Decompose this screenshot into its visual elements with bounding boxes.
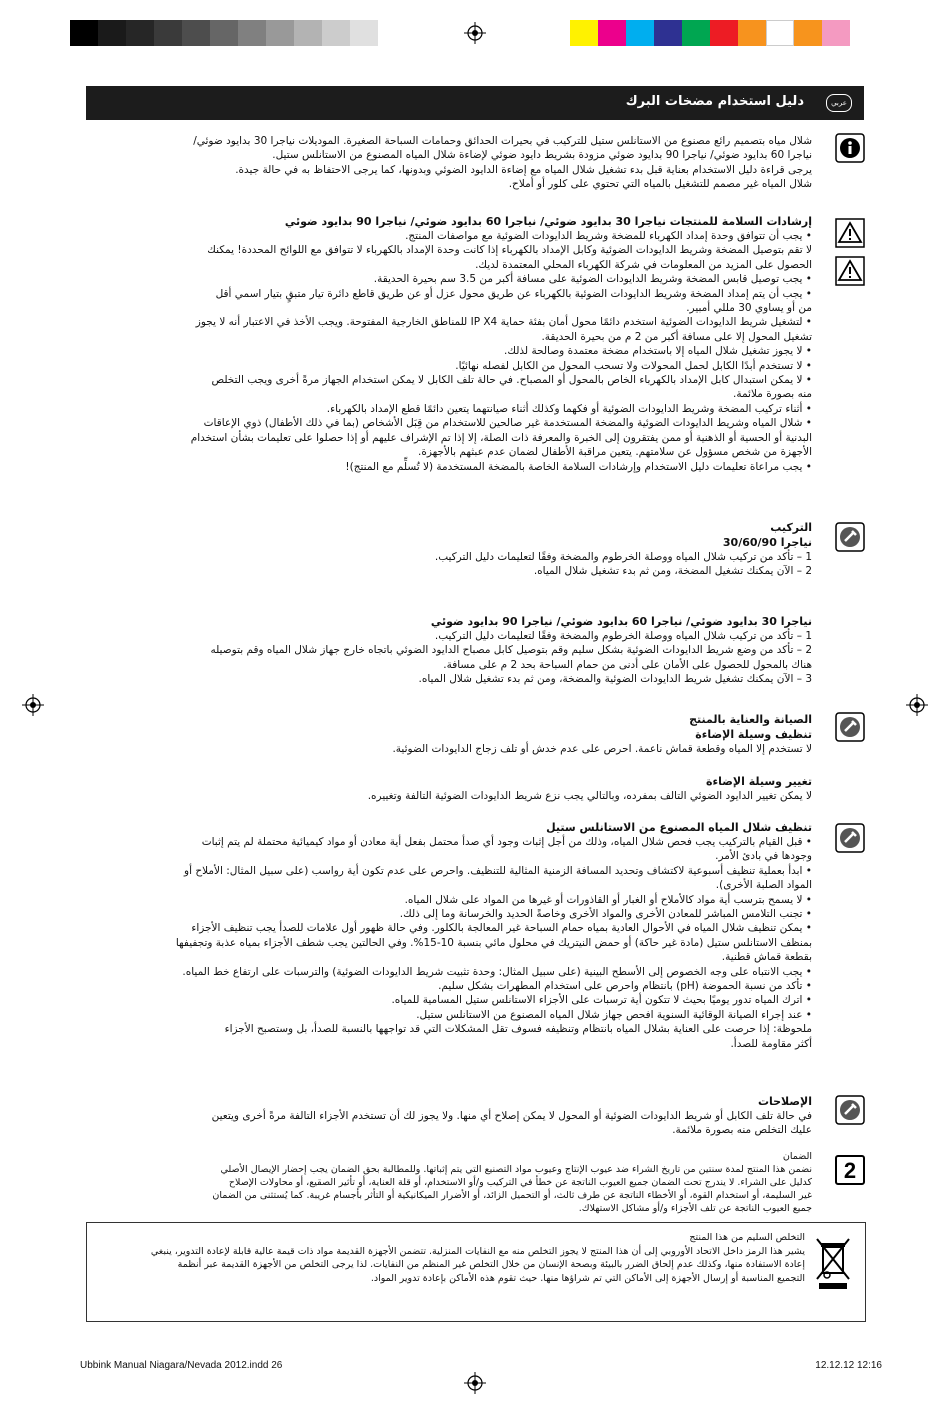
installation-step: 1 – تأكد من تركيب شلال المياه ووصلة الخرطوم والمضخة وفقًا لتعليمات دليل التركيب.: [434, 551, 812, 563]
replace-light-section: [92, 774, 812, 803]
cleaning-line: • عند إجراء الصيانة الوقائية السنوية افحص جهاز شلال المياه المصنوع من الاستانلس ستيل.: [416, 1008, 812, 1021]
cleaning-line: ملحوظة: إذا حرصت على العناية بشلال المياه بانتظام وتنظيفه فسوف تقل المشكلات التي قد تواجهها بالنسبة للصدأ، بل وستصبح الأجزاء: [224, 1023, 812, 1036]
intro-line: شلال مياه بتصميم رائع مصنوع من الاستانلس ستيل للتركيب في بحيرات الحدائق وحمامات السباحة الصغيرة. الموديلات نياجرا 30 بدايود ضوئي/: [193, 135, 812, 147]
safety-line: • لتشغيل شريط الدايودات الضوئية استخدم دائمًا محول أمان بفئة حماية IP X4 للمناطق الخارجية المفتوحة. ويجب الأخذ في الاعتبار أنه لا يجوز: [195, 316, 812, 329]
installation-section: [92, 520, 812, 579]
safety-line: الأجهزة من شخص مسؤول عن سلامتهم. يتعين مراقبة الأطفال لضمان عدم عبثهم بالأجهزة.: [418, 446, 812, 459]
cleaning-line: • يمكن تنظيف شلال المياه في الأحوال العادية بمياه حمام السباحة غير المعالجة بالكلور. وفي حالة ظهور أول علامات للصدأ يجب تنظيف الأجزاء: [191, 922, 812, 935]
info-icon: [835, 133, 865, 163]
installation-title: التركيب: [770, 521, 812, 534]
registration-mark-icon: [22, 694, 44, 716]
gray-swatch: [322, 20, 350, 46]
warranty-section: [92, 1150, 812, 1215]
cleaning-line: وجودها في بادئ الأمر.: [715, 850, 812, 863]
color-swatch: [626, 20, 654, 46]
cleaning-section: [92, 820, 812, 1051]
replace-light-title: تغيير وسيلة الإضاءة: [706, 775, 812, 788]
color-swatch: [682, 20, 710, 46]
tool-icon: [835, 823, 865, 853]
safety-line: الحصول على المزيد من المعلومات في شركة الكهرباء المحلي المعتمدة لديك.: [475, 258, 812, 271]
maintenance-title: الصيانة والعناية بالمنتج: [689, 713, 812, 726]
cleaning-line: • تأكد من نسبة الحموضة (pH) بانتظام واحرص على استخدام المطهرات بشكل سليم.: [438, 980, 812, 993]
cleaning-line: المواد الصلبة الأخرى).: [715, 879, 812, 892]
gray-swatch: [126, 20, 154, 46]
safety-line: • يجب توصيل قابس المضخة وشريط الدايودات الضوئية على مسافة أكبر من 3.5 سم بحيرة الحديقة.: [373, 273, 812, 286]
safety-line: • لا يجوز تشغيل شلال المياه إلا باستخدام مضخة معتمدة وصالحة لذلك.: [504, 345, 812, 358]
cleaning-line: • تجنب التلامس المباشر للمعادن الأخرى والمواد الأخرى وخاصةً الحديد والخرسانة وما إلى ذلك.: [399, 908, 812, 921]
repairs-section: [92, 1094, 812, 1138]
safety-line: البدنية أو الحسية أو الذهنية أو ممن يفتقرون إلى الخبرة والمعرفة ذات الصلة، إلا إذا تم الإشراف عليهم أو إذا حصلوا على تعليمات بشأن استخدام: [190, 431, 812, 444]
gray-swatch: [238, 20, 266, 46]
safety-line: • شلال المياه وشريط الدايودات الضوئية والمضخة المستخدمة غير صالحين للاستخدام من قِبَل الأشخاص (بما في ذلك الأطفال) ذوي الإعاقات: [203, 417, 812, 430]
page-title: دليل استخدام مضخات البرك: [625, 94, 804, 109]
color-swatch: [654, 20, 682, 46]
repairs-title: الإصلاحات: [757, 1095, 812, 1108]
gray-swatch: [182, 20, 210, 46]
repairs-text: في حالة تلف الكابل أو شريط الدايودات الضوئية أو المحول لا يمكن إصلاح أي منها. ولا يجوز لك أن تستخدم الأجزاء التالفة مرةً أخرى ويتعين: [211, 1110, 812, 1122]
gray-swatch: [98, 20, 126, 46]
page-header: [86, 86, 864, 120]
repairs-text: عليك التخلص منه بصورة ملائمة.: [672, 1124, 812, 1137]
safety-line: • يجب أن تتوافق وحدة إمداد الكهرباء للمضخة وشريط الدايودات الضوئية مع مواصفات المنتج.: [405, 230, 812, 242]
disposal-text: إعادة الاستفادة منها، وكذلك عدم إلحاق الضرر بالبيئة وبصحة الإنسان من خلال التخلص غير المنظم من النفايات. لذا يرجى التخلص من الأجهزة القديمة عبر أنظمة: [177, 1259, 805, 1270]
disposal-title: التخلص السليم من هذا المنتج: [689, 1232, 805, 1243]
color-swatch: [738, 20, 766, 46]
cleaning-line: • لا يسمح بترسب أية مواد كالأملاح أو الغبار أو القاذورات أو غيرها من المواد على شلال المياه.: [404, 893, 812, 906]
installation-step: 1 – تأكد من تركيب شلال المياه ووصلة الخرطوم والمضخة وفقًا لتعليمات دليل التركيب.: [434, 630, 812, 642]
grayscale-calibration-bar: [70, 20, 378, 46]
language-badge: عربي: [826, 94, 852, 112]
cleaning-line: أكثر مقاومة للصدأ.: [730, 1037, 812, 1050]
registration-mark-icon: [906, 694, 928, 716]
safety-line: • يجب مراعاة تعليمات دليل الاستخدام وإرشادات السلامة الخاصة بالمضخة المستخدمة (لا تُسلِّم مع المنتج)!: [345, 460, 812, 473]
safety-section: [92, 214, 812, 474]
color-swatch: [598, 20, 626, 46]
installation-step: 2 – الآن يمكنك تشغيل المضخة، ومن ثم بدء تشغيل شلال المياه.: [533, 565, 812, 578]
warranty-text: كدليل على الشراء. لا يندرج تحت الضمان جميع العيوب الناتجة عن خطأ في التركيب و/أو الاستخدام، أو قلة العناية، أو تأثير الصقيع، أو محاولات الإصلاح: [228, 1177, 812, 1188]
color-swatch: [766, 20, 794, 46]
safety-line: لا تقم بتوصيل المضخة وشريط الدايودات الضوئية وكابل الإمداد بالكهرباء إذا كانت وحدة الإمداد بالكهرباء لا تتوافق مع اللوائح المحددة! يمكنك: [207, 244, 812, 257]
gray-swatch: [70, 20, 98, 46]
cleaning-line: • اترك المياه تدور يوميًا بحيث لا تتكون أية ترسبات على الأجزاء الاستانلس ستيل المسامية للمياه.: [391, 994, 812, 1007]
registration-mark-icon: [464, 1372, 486, 1394]
safety-line: تشغيل المحول إلا على مسافة أكبر من 2 م من بحيرة الحديقة.: [541, 330, 812, 343]
disposal-text: يشير هذا الرمز داخل الاتحاد الأوروبي إلى أن هذا المنتج لا يجوز التخلص منه مع النفايات المنزلية. تتضمن الأجهزة القديمة مواد ذات قيمة عالية قابلة لإعادة التدوير، ينبغي: [150, 1245, 805, 1257]
installation-subtitle: نياجرا 30/60/90: [722, 536, 812, 549]
gray-swatch: [350, 20, 378, 46]
installation-led-title: نياجرا 30 بدايود ضوئي/ نياجرا 60 بدايود ضوئي/ نياجرا 90 بدايود ضوئي: [430, 615, 812, 628]
warranty-text: جميع العيوب الناتجة عن تلف الأجزاء و/أو مشاكل الاستهلاك.: [578, 1203, 812, 1214]
installation-step: هناك بالمحول للحصول على الأمان على أدنى من حمام السباحة بحد 2 م على مسافة.: [443, 658, 812, 671]
color-swatch: [822, 20, 850, 46]
safety-line: • أثناء تركيب المضخة وشريط الدايودات الضوئية أو فكهما وكذلك أثناء صيانتهما يتعين دائمًا قطع الإمداد بالكهرباء.: [326, 402, 812, 415]
warranty-title: الضمان: [782, 1151, 812, 1162]
cleaning-line: • يجب الانتباه على وجه الخصوص إلى الأسطح البينية (على سبيل المثال: وحدة تثبيت شريط الدايودات الضوئية) والترسبات على ارتفاع خط المياه.: [182, 965, 812, 978]
intro-line: نياجرا 60 بدايود ضوئي/ نياجرا 90 بدايود ضوئي مزودة بشريط دايود ضوئي لإضاءة شلال المياه المصنوع من الاستانلس ستيل.: [272, 149, 812, 162]
cleaning-line: بمنظف الاستانلس ستيل (مادة غير حاكة) أو حمض النيتريك في محلول مائي بنسبة 10-15%. وفي الحالتين يجب شطف الأجزاء بمياه عذبة وتجفيفها: [175, 936, 812, 949]
maintenance-subtitle: تنظيف وسيلة الإضاءة: [695, 728, 812, 741]
intro-line: شلال المياه غير مصمم للتشغيل بالمياه التي تحتوي على كلور أو أملاح.: [508, 178, 812, 191]
safety-line: • لا تستخدم أبدًا الكابل لحمل المحولات ولا تسحب المحول من الكابل لفصله نهائيًا.: [455, 359, 812, 372]
cleaning-line: بقطعة قماش قطنية.: [721, 951, 812, 964]
warranty-text: نضمن هذا المنتج لمدة سنتين من تاريخ الشراء ضد عيوب الإنتاج وعيوب مواد التصنيع التي يتم إثباتها. وللمطالبة بحق الضمان يجب إحضار الإيصال الأصلي: [220, 1164, 812, 1175]
replace-light-text: لا يمكن تغيير الدايود الضوئي التالف بمفرده، وبالتالي يجب نزع شريط الدايودات الضوئية التالفة وتغييره.: [367, 790, 812, 802]
color-swatch: [794, 20, 822, 46]
footer-file-name: Ubbink Manual Niagara/Nevada 2012.indd 26: [80, 1360, 283, 1371]
installation-step: 3 – الآن يمكنك تشغيل شريط الدايودات الضوئية والمضخة، ومن ثم بدء تشغيل شلال المياه.: [418, 673, 812, 686]
number-2-icon: [835, 1155, 865, 1185]
cleaning-line: • قبل القيام بالتركيب يجب فحص شلال المياه، وذلك من أجل إثبات وجود أي صدأ محتمل بفعل أية معادن أو مواد كيميائية محتملة لم يتم إثبات: [201, 836, 812, 848]
intro-section: [92, 134, 812, 192]
safety-line: من أو يساوي 30 مللي أمبير.: [686, 302, 812, 315]
safety-line: منه بصورة ملائمة.: [733, 388, 812, 401]
warranty-text: غير السليمة، أو استخدام القوة، أو الأخطاء الناتجة عن طرف ثالث، أو التحميل الزائد، أو الأضرار الميكانيكية أو التأثر بأجسام غريبة. كما يُستثنى من الضمان: [212, 1190, 812, 1201]
disposal-box: [86, 1222, 866, 1322]
intro-line: يرجى قراءة دليل الاستخدام بعناية قبل بدء تشغيل شلال المياه مع إضاءة الدايود الضوئي وبدونها، كما يرجى الاحتفاظ به في حالة جيدة.: [235, 163, 812, 176]
gray-swatch: [154, 20, 182, 46]
safety-line: • يجب أن يتم إمداد المضخة وشريط الدايودات الضوئية بالكهرباء عن طريق محول عزل أو عن طريق قاطع دائرة تيار متبقٍ بتيار اسمي أقل: [215, 287, 812, 300]
warning-icon: [835, 256, 865, 286]
safety-line: • لا يمكن استبدال كابل الإمداد بالكهرباء الخاص بالمحول أو المصباح. في حالة تلف الكابل لا يمكن استخدام الجهاز مرةً أخرى ويجب التخلص: [211, 374, 812, 387]
maintenance-section: [92, 712, 812, 756]
installation-step: 2 – تأكد من وضع شريط الدايودات الضوئية بشكل سليم وقم بتوصيل كابل مصباح الدايود الضوئي باتجاه خارج جهاز شلال المياه وقم بتوصيله: [210, 644, 812, 657]
footer-timestamp: 12.12.12 12:16: [815, 1360, 882, 1371]
tool-icon: [835, 522, 865, 552]
color-calibration-bar: [570, 20, 850, 46]
safety-title: إرشادات السلامة للمنتجات نياجرا 30 بدايود ضوئي/ نياجرا 60 بدايود ضوئي/ نياجرا 90 بدايود ضوئي: [284, 215, 812, 228]
cleaning-line: • ابدأ بعملية تنظيف أسبوعية لاكتشاف وتحديد المسافة الزمنية المثالية للتنظيف. واحرص على عدم تكون أية رواسب (على سبيل المثال: الأملاح أو: [184, 864, 812, 877]
gray-swatch: [210, 20, 238, 46]
disposal-text: التجميع المناسبة أو إرسال الأجهزة إلى الأماكن التي تم شراؤها منها. حيث تقوم هذه الأماكن بإعادة تدوير المواد.: [370, 1272, 805, 1284]
color-swatch: [570, 20, 598, 46]
crossed-bin-icon: [813, 1233, 853, 1293]
gray-swatch: [294, 20, 322, 46]
registration-mark-icon: [464, 22, 486, 44]
tool-icon: [835, 1095, 865, 1125]
cleaning-title: تنظيف شلال المياه المصنوع من الاستانلس ستيل: [546, 821, 812, 834]
svg-text:2: 2: [843, 1158, 857, 1183]
tool-icon: [835, 712, 865, 742]
warning-icon: [835, 218, 865, 248]
maintenance-text: لا تستخدم إلا المياه وقطعة قماش ناعمة. احرص على عدم خدش أو تلف زجاج الدايودات الضوئية.: [392, 743, 812, 755]
gray-swatch: [266, 20, 294, 46]
color-swatch: [710, 20, 738, 46]
installation-led-section: [92, 614, 812, 687]
